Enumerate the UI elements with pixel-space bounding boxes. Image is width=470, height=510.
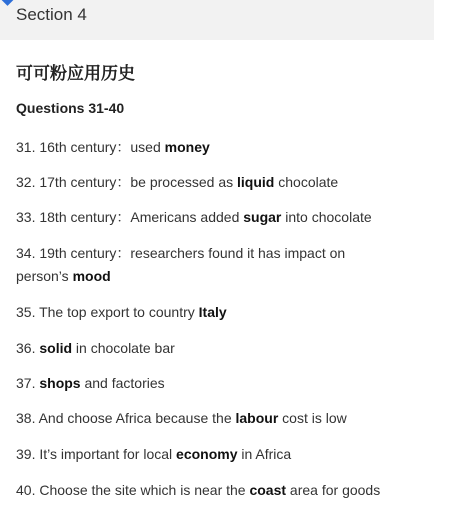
answer-text: 32. 17th century：be processed as — [16, 174, 238, 190]
section-marker-icon — [1, 0, 14, 6]
answer-text: 31. 16th century：used — [16, 139, 165, 155]
answer-line-35 — [16, 304, 227, 320]
answer-line-32 — [16, 172, 338, 192]
answer-text: 40. Choose the site which is near the — [16, 482, 250, 498]
answer-text-after: into chocolate — [281, 209, 372, 225]
answer-text-after: chocolate — [274, 174, 339, 190]
answer-text: 37. — [16, 375, 40, 391]
answer-line-37 — [16, 375, 165, 391]
answer-text-after: area for goods — [286, 482, 381, 498]
section-header — [0, 0, 434, 40]
answer-text: person’s — [16, 268, 73, 284]
answer-text: 34. 19th century：researchers found it has impact on — [16, 245, 346, 261]
answer-text-after: in Africa — [237, 446, 292, 462]
answer-text: 36. — [16, 340, 40, 356]
answer-text-after: and factories — [80, 375, 165, 391]
answer-line-40 — [16, 482, 380, 498]
answer-text: 33. 18th century：Americans added — [16, 209, 244, 225]
answer-line-33 — [16, 207, 372, 227]
answer-keyword: shops — [39, 375, 81, 391]
answer-line-34 — [16, 243, 345, 263]
answer-text-after: cost is low — [278, 410, 347, 426]
answer-text: 39. It’s important for local — [16, 446, 177, 462]
answer-keyword: sugar — [243, 209, 282, 225]
answer-keyword: solid — [39, 340, 73, 356]
document-title: 可可粉应用历史 — [16, 64, 135, 84]
answer-keyword: money — [164, 139, 210, 155]
answer-keyword: liquid — [237, 174, 275, 190]
answer-keyword: Italy — [198, 304, 227, 320]
answer-text-after: in chocolate bar — [72, 340, 175, 356]
answer-line-38 — [16, 410, 347, 426]
answer-keyword: mood — [72, 268, 111, 284]
answer-keyword: labour — [235, 410, 279, 426]
answer-line-31 — [16, 137, 210, 157]
answer-line-36 — [16, 340, 175, 356]
questions-heading: Questions 31-40 — [16, 100, 125, 116]
section-title: Section 4 — [16, 5, 87, 24]
answer-line-39 — [16, 446, 291, 462]
answer-line-34-continued — [16, 268, 111, 284]
answer-keyword: coast — [249, 482, 287, 498]
answer-text: 35. The top export to country — [16, 304, 199, 320]
answer-text: 38. And choose Africa because the — [16, 410, 236, 426]
answer-keyword: economy — [176, 446, 238, 462]
